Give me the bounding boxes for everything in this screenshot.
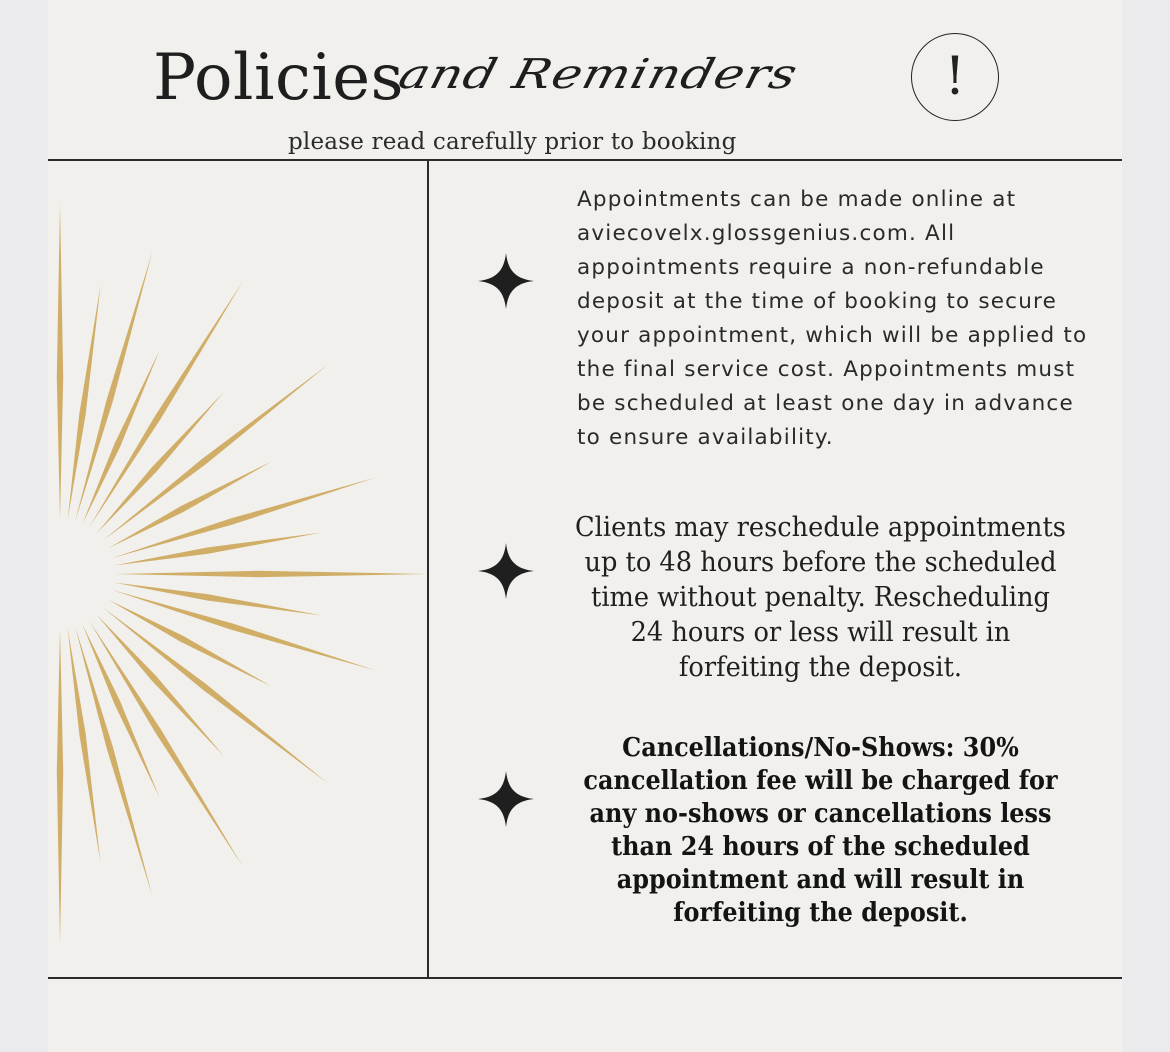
sunburst-ray: [115, 571, 427, 577]
policy-cancellation-text: Cancellations/No-Shows: 30% cancellation fee will be charged for any no-shows or cancellations less than 24 hours of the scheduled appointment and will result in forfeiting the deposit.: [583, 733, 1058, 928]
exclamation-symbol: !: [944, 47, 966, 107]
sunburst-icon: [48, 161, 427, 977]
sunburst-ray: [114, 533, 321, 566]
four-point-star-icon: [478, 253, 534, 309]
sunburst-ray: [57, 629, 63, 944]
bottom-divider: [48, 977, 1122, 979]
policies-card: [48, 0, 1122, 1052]
subtitle: please read carefully prior to booking: [288, 129, 737, 155]
policy-booking-text: Appointments can be made online at aviecovelx.glossgenius.com. All appointments require a non-refundable deposit at the time of booking to secure your appointment, which will be applied to the final service cost. Appointments must be scheduled at least one day in advance to ensure availability.: [577, 187, 1088, 450]
exclamation-icon: [911, 33, 999, 121]
four-point-star-icon: [478, 771, 534, 827]
title-script: and Reminders: [394, 50, 803, 98]
four-point-star-icon: [478, 543, 534, 599]
sunburst-ray: [68, 285, 101, 520]
sunburst-ray: [57, 204, 63, 519]
sunburst-ray: [68, 628, 101, 863]
title-main: Policies: [153, 41, 404, 115]
sunburst-ray: [114, 583, 321, 616]
vertical-divider: [427, 161, 429, 979]
policy-reschedule-text: Clients may reschedule appointments up to 48 hours before the scheduled time without penalty. Rescheduling 24 hours or less will result in forfeiting the deposit.: [575, 512, 1066, 683]
